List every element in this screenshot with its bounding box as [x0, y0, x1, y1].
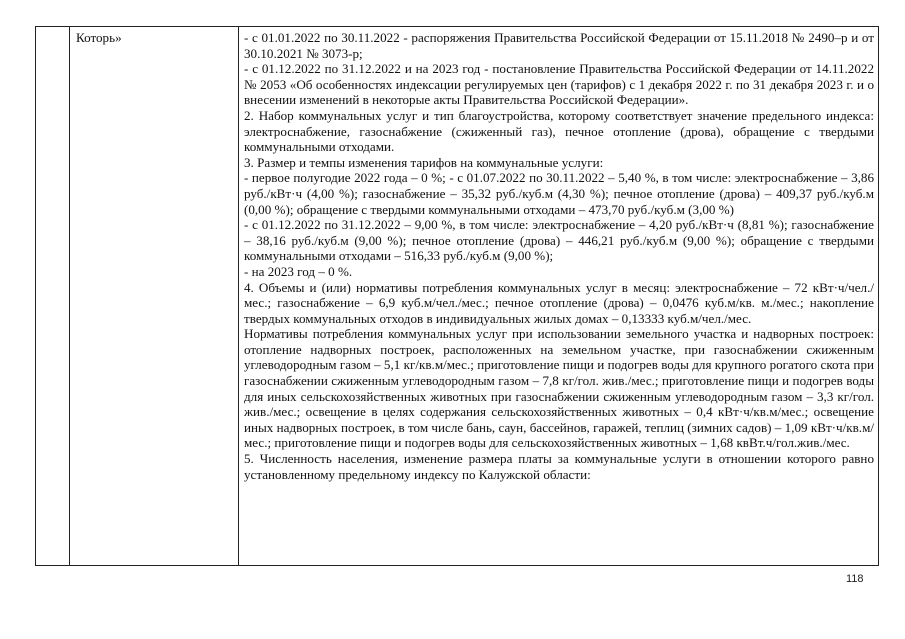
paragraph-services-set: 2. Набор коммунальных услуг и тип благоустройства, которому соответствует значение предельного индекса: электроснабжение, газоснабжение (сжиженный газ), печное отопление (дрова), обращение с твердыми коммунальными отходами.: [244, 107, 874, 155]
paragraph-consumption-volumes: 4. Объемы и (или) нормативы потребления коммунальных услуг в месяц: электроснабжение – 72 кВт·ч/чел./мес.; газоснабжение – 6,9 куб.м/чел./мес.; печное отопление (дрова) – 0,0476 куб.м/кв. м./мес.; накопление твердых коммунальных отходов в индивидуальных жилых домах – 0,13333 куб.м/чел./мес.: [244, 279, 874, 326]
row-number-cell: [36, 27, 70, 566]
table-row: [36, 27, 879, 566]
content-cell: [239, 27, 879, 566]
paragraph-tariffs-2022-dec: - с 01.12.2022 по 31.12.2022 – 9,00 %, в том числе: электроснабжение – 4,20 руб./кВт·ч (8,81 %); газоснабжение – 38,16 руб./куб.м (9,00 %); печное отопление (дрова) – 446,21 руб./куб.м (9,00 %); обращение с твердыми коммунальными отходами – 516,33 руб./куб.м (9,00 %);: [244, 217, 874, 264]
municipality-name-cell: [70, 27, 239, 566]
paragraph-consumption-norms: Нормативы потребления коммунальных услуг при использовании земельного участка и надворных построек: отопление надворных построек, расположенных на земельном участке, при газоснабжении сжиженным углеводородным газом – 5,1 кг/кв.м/мес.; приготовление пищи и подогрев воды для крупного рогатого скота при газоснабжении сжиженным углеводородным газом – 7,8 кг/гол. жив./мес.; приготовление пищи и подогрев воды для иных сельскохозяйственных животных при газоснабжении сжиженным углеводородным газом – 3,3 кг/гол. жив./мес.; освещение в целях содержания сельскохозяйственных животных – 0,4 кВт·ч/кв.м/мес.; освещение иных надворных построек, в том числе бань, саун, бассейнов, гаражей, теплиц (зимних садов) – 1,09 кВт·ч/кв.м/мес.; приготовление пищи и подогрев воды для сельскохозяйственных животных – 1,68 квВт.ч/гол.жив./мес.: [244, 326, 874, 451]
paragraph-regulation-2: - с 01.12.2022 по 31.12.2022 и на 2023 год - постановление Правительства Российской Федерации от 14.11.2022 № 2053 «Об особенностях индексации регулируемых цен (тарифов) с 1 декабря 2022 г. по 31 декабря 2023 г. и о внесении изменений в некоторые акты Правительства Российской Федерации».: [244, 61, 874, 108]
paragraph-tariffs-2022-h1: - первое полугодие 2022 года – 0 %; - с 01.07.2022 по 30.11.2022 – 5,40 %, в том числе: электроснабжение – 3,86 руб./кВт·ч (4,00 %); газоснабжение – 35,32 руб./куб.м (4,30 %); печное отопление (дрова) – 409,37 руб./куб.м (0,00 %); обращение с твердыми коммунальными отходами – 473,70 руб./куб.м (3,00 %): [244, 170, 874, 217]
page-number: 118: [846, 573, 864, 585]
paragraph-tariffs-2023: - на 2023 год – 0 %.: [244, 263, 353, 279]
document-table: [35, 26, 879, 566]
paragraph-regulation-1: - с 01.01.2022 по 30.11.2022 - распоряжения Правительства Российской Федерации от 15.11.2018 № 2490–р и от 30.10.2021 № 3073-р;: [244, 30, 874, 61]
paragraph-tariffs-heading: 3. Размер и темпы изменения тарифов на коммунальные услуги:: [244, 154, 604, 170]
municipality-name: Которь»: [76, 30, 122, 45]
paragraph-population: 5. Численность населения, изменение размера платы за коммунальные услуги в отношении которого равно установленному предельному индексу по Калужской области:: [244, 451, 874, 482]
